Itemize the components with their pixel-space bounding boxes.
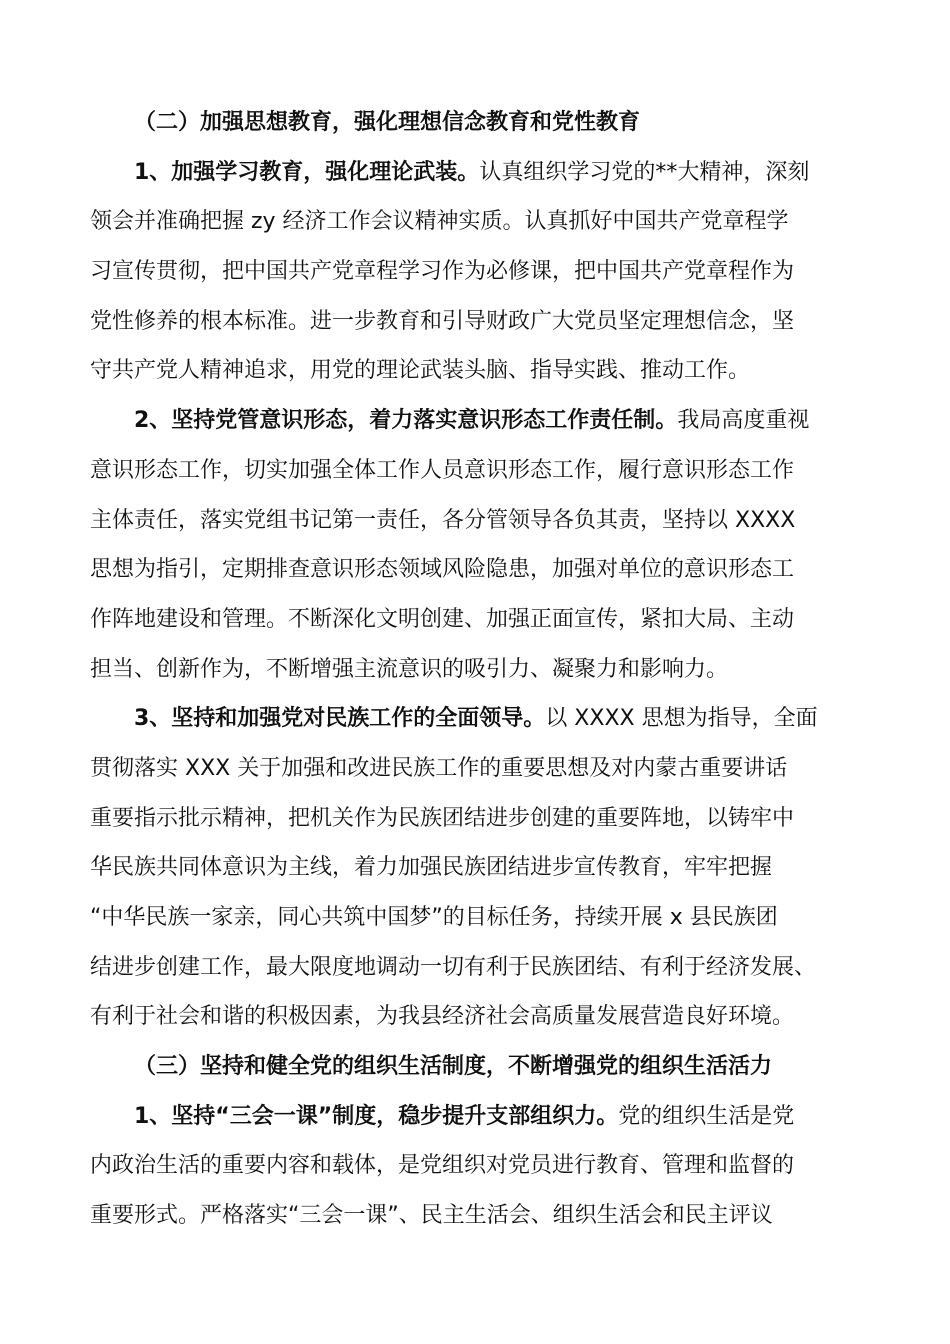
- heading-text: （三）坚持和健全党的组织生活制度，不断增强党的组织生活活力: [134, 1054, 773, 1080]
- document-body: [90, 98, 868, 1241]
- paragraph-line: 党性修养的根本标准。进一步教育和引导财政广大党员坚定理想信念，坚: [90, 308, 795, 334]
- paragraph-line: 习宣传贯彻，把中国共产党章程学习作为必修课，把中国共产党章程作为: [90, 259, 795, 285]
- item-title: 1、加强学习教育，强化理论武装。: [134, 159, 480, 185]
- paragraph-line: 重要指示批示精神，把机关作为民族团结进步创建的重要阵地，以铸牢中: [90, 805, 795, 831]
- item-text: 我局高度重视: [677, 408, 810, 434]
- item-text: 以 XXXX 思想为指导，全面: [545, 706, 818, 732]
- paragraph-line: 华民族共同体意识为主线，着力加强民族团结进步宣传教育，牢牢把握: [90, 855, 773, 881]
- paragraph-line: 作阵地建设和管理。不断深化文明创建、加强正面宣传，紧扣大局、主动: [90, 606, 795, 632]
- paragraph-line: 守共产党人精神追求，用党的理论武装头脑、指导实践、推动工作。: [90, 358, 751, 384]
- paragraph-line: “中华民族一家亲，同心共筑中国梦”的目标任务，持续开展 x 县民族团: [90, 905, 778, 930]
- paragraph-line: [90, 694, 868, 744]
- paragraph-line: [90, 148, 868, 198]
- paragraph-line: 意识形态工作，切实加强全体工作人员意识形态工作，履行意识形态工作: [90, 457, 795, 483]
- paragraph-line: [90, 1092, 868, 1142]
- item-text: 党的组织生活是党: [618, 1103, 795, 1129]
- paragraph-line: 担当、创新作为，不断增强主流意识的吸引力、凝聚力和影响力。: [90, 656, 729, 682]
- heading-text: （二）加强思想教育，强化理想信念教育和党性教育: [134, 110, 641, 135]
- paragraph-line: 重要形式。严格落实“三会一课”、民主生活会、组织生活会和民主评议: [90, 1203, 773, 1229]
- paragraph-line: 主体责任，落实党组书记第一责任，各分管领导各负其责，坚持以 XXXX: [90, 507, 796, 533]
- section-heading-2: [90, 98, 868, 148]
- paragraph-line: 内政治生活的重要内容和载体，是党组织对党员进行教育、管理和监督的: [90, 1153, 795, 1179]
- section-heading-3: [90, 1042, 868, 1092]
- paragraph-line: 贯彻落实 XXX 关于加强和改进民族工作的重要思想及对内蒙古重要讲话: [90, 755, 788, 781]
- paragraph-line: 有利于社会和谐的积极因素，为我县经济社会高质量发展营造良好环境。: [90, 1004, 795, 1030]
- item-text: 认真组织学习党的**大精神，深刻: [479, 159, 810, 185]
- item-title: 1、坚持“三会一课”制度，稳步提升支部组织力。: [134, 1103, 619, 1129]
- paragraph-line: 结进步创建工作，最大限度地调动一切有利于民族团结、有利于经济发展、: [90, 954, 817, 980]
- item-title: 2、坚持党管意识形态，着力落实意识形态工作责任制。: [134, 408, 678, 434]
- paragraph-line: 领会并准确把握 zy 经济工作会议精神实质。认真抓好中国共产党章程学: [90, 209, 789, 235]
- paragraph-line: [90, 396, 868, 446]
- paragraph-line: 思想为指引，定期排查意识形态领域风险隐患，加强对单位的意识形态工: [90, 557, 795, 583]
- item-title: 3、坚持和加强党对民族工作的全面领导。: [134, 706, 546, 732]
